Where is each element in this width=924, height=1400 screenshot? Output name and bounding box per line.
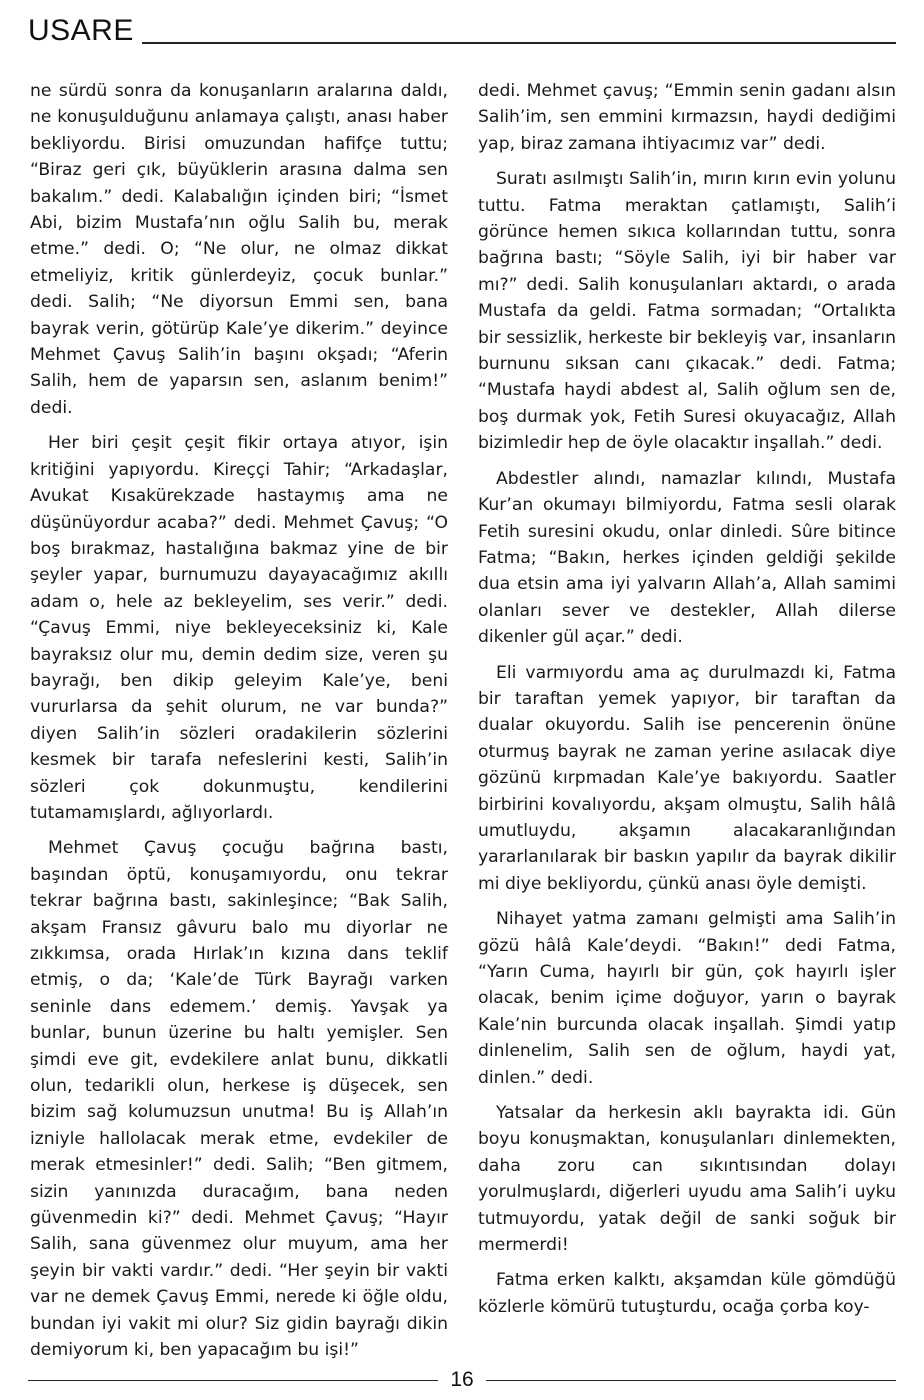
- page-number: 16: [450, 1368, 474, 1391]
- left-column: [30, 78, 448, 1373]
- paragraph: Her biri çeşit çeşit fikir ortaya atıyor, işin kritiğini yapıyordu. Kireççi Tahir; “Arkadaşlar, Avukat Kısakürekzade hastaymış ama ne düşünüyordur acaba?” dedi. Mehmet Çavuş; “O boş bırakmaz, hastalığına bakmaz yine de bir şeyler yapar, burnumuzu dayayacağımız akıllı adam o, hele az bekleyelim, ses verir.” dedi. “Çavuş Emmi, niye bekleyeceksiniz ki, Kale bayraksız olur mu, demin dedim size, veren şu bayrağı, ben dikip geleyim Kale’ye, beni vururlarsa da şehit olurum, ne var bunda?” diyen Salih’in sözleri oradakilerin sözlerini kesmek bir tarafa nefeslerini kesti, Salih’in sözleri çok dokunmuştu, kendilerini tutamamışlardı, ağlıyorlardı.: [30, 433, 448, 823]
- paragraph: ne sürdü sonra da konuşanların aralarına daldı, ne konuşulduğunu anlamaya çalıştı, anası haber bekliyordu. Birisi omuzundan hafifçe tuttu; “Biraz geri çık, büyüklerin arasına dalma sen bakalım.” dedi. Kalabalığın içinden biri; “İsmet Abi, bizim Mustafa’nın oğlu Salih bu, merak etme.” dedi. O; “Ne olur, ne olmaz dikkat etmeliyiz, kritik günlerdeyiz, çocuk bunlar.” dedi. Salih; “Ne diyorsun Emmi sen, bana bayrak verin, götürüp Kale’ye dikerim.” deyince Mehmet Çavuş Salih’in başını okşadı; “Aferin Salih, hem de yaparsın sen, aslanım benim!” dedi.: [30, 81, 448, 418]
- header-rule: [142, 42, 896, 44]
- right-column: [478, 78, 896, 1329]
- footer-rule-right: [486, 1380, 896, 1381]
- paragraph: Yatsalar da herkesin aklı bayrakta idi. Gün boyu konuşmaktan, konuşulanları dinlemekten, daha zoru can sıkıntısından dolayı yorulmuşlardı, diğerleri uyudu ama Salih’i uyku tutmuyordu, yatak değil de sanki soğuk bir mermerdi!: [478, 1103, 896, 1256]
- masthead: [28, 10, 896, 46]
- book-title: USARE: [28, 14, 134, 47]
- paragraph: dedi. Mehmet çavuş; “Emmin senin gadanı alsın Salih’im, sen emmini kırmazsın, haydi dediğimi yap, biraz zamana ihtiyacımız var” dedi.: [478, 81, 896, 154]
- paragraph: Nihayet yatma zamanı gelmişti ama Salih’in gözü hâlâ Kale’deydi. “Bakın!” dedi Fatma, “Yarın Cuma, hayırlı bir gün, çok hayırlı işler olacak, benim içime doğuyor, yarın o bayrak Kale’nin burcunda olacak inşallah. Şimdi yatıp dinlenelim, Salih sen de oğlum, haydi yat, dinlen.” dedi.: [478, 909, 896, 1088]
- page-footer: [28, 1368, 896, 1392]
- footer-rule-left: [28, 1380, 438, 1381]
- paragraph: Suratı asılmıştı Salih’in, mırın kırın evin yolunu tuttu. Fatma meraktan çatlamıştı, Salih’i görünce hemen sıkıca kollarından tuttu, sonra bağrına bastı; “Söyle Salih, iyi bir haber var mı?” dedi. Salih konuşulanları aktardı, o arada Mustafa da geldi. Fatma sormadan; “Ortalıkta bir sessizlik, herkeste bir bekleyiş var, insanların burnunu sıksan canı çıkacak.” dedi. Fatma; “Mustafa haydi abdest al, Salih oğlum sen de, boş durmak yok, Fetih Suresi okuyacağız, Allah bizimledir hep de öyle olacaktır inşallah.” dedi.: [478, 169, 896, 454]
- paragraph: Eli varmıyordu ama aç durulmazdı ki, Fatma bir taraftan yemek yapıyor, bir taraftan da dualar okuyordu. Salih ise pencerenin önüne oturmuş bayrak ne zaman yerine asılacak diye gözünü kırpmadan Kale’ye bakıyordu. Saatler birbirini kovalıyordu, akşam olmuştu, Salih hâlâ umutluydu, akşamın alacakaranlığından yararlanılarak bir baskın yapılır da bayrak dikilir mi diye bekliyordu, çünkü anası öyle demişti.: [478, 662, 896, 894]
- paragraph: Fatma erken kalktı, akşamdan küle gömdüğü közlerle kömürü tutuşturdu, ocağa çorba koy-: [478, 1270, 896, 1317]
- paragraph: Mehmet Çavuş çocuğu bağrına bastı, başından öptü, konuşamıyordu, onu tekrar tekrar bağrına bastı, sakinleşince; “Bak Salih, akşam Fransız gâvuru balo mu diyorlar ne zıkkımsa, orada Hırlak’ın kızına dans teklif etmiş, o da; ‘Kale’de Türk Bayrağı varken seninle dans edemem.’ demiş. Yavşak ya bunlar, bunun üzerine bu haltı yemişler. Sen şimdi eve git, evdekilere anlat bunu, dikkatli olun, tedarikli olun, herkese iş düşecek, sen bizim sağ kolumuzsun unutma! Bu iş Allah’ın izniyle hallolacak merak etme, evdekiler de merak etmesinler!” dedi. Salih; “Ben gitmem, sizin yanınızda duracağım, bana neden güvenmedin ki?” dedi. Mehmet Çavuş; “Hayır Salih, sana güvenmez olur muyum, ama her şeyin bir vakti vardır.” dedi. “Her şeyin bir vakti var ne demek Çavuş Emmi, nerede ki öğle oldu, bundan iyi vakit mi olur? Siz gidin bayrağı dikin demiyorum ki, ben yapacağım bu işi!”: [30, 838, 448, 1361]
- paragraph: Abdestler alındı, namazlar kılındı, Mustafa Kur’an okumayı bilmiyordu, Fatma sesli olarak Fetih suresini okudu, onlar dinledi. Sûre bitince Fatma; “Bakın, herkes içinden geldiği şekilde dua etsin ama iyi yalvarın Allah’a, Allah samimi olanları sever ve destekler, Allah dilerse dikenler gül açar.” dedi.: [478, 468, 896, 648]
